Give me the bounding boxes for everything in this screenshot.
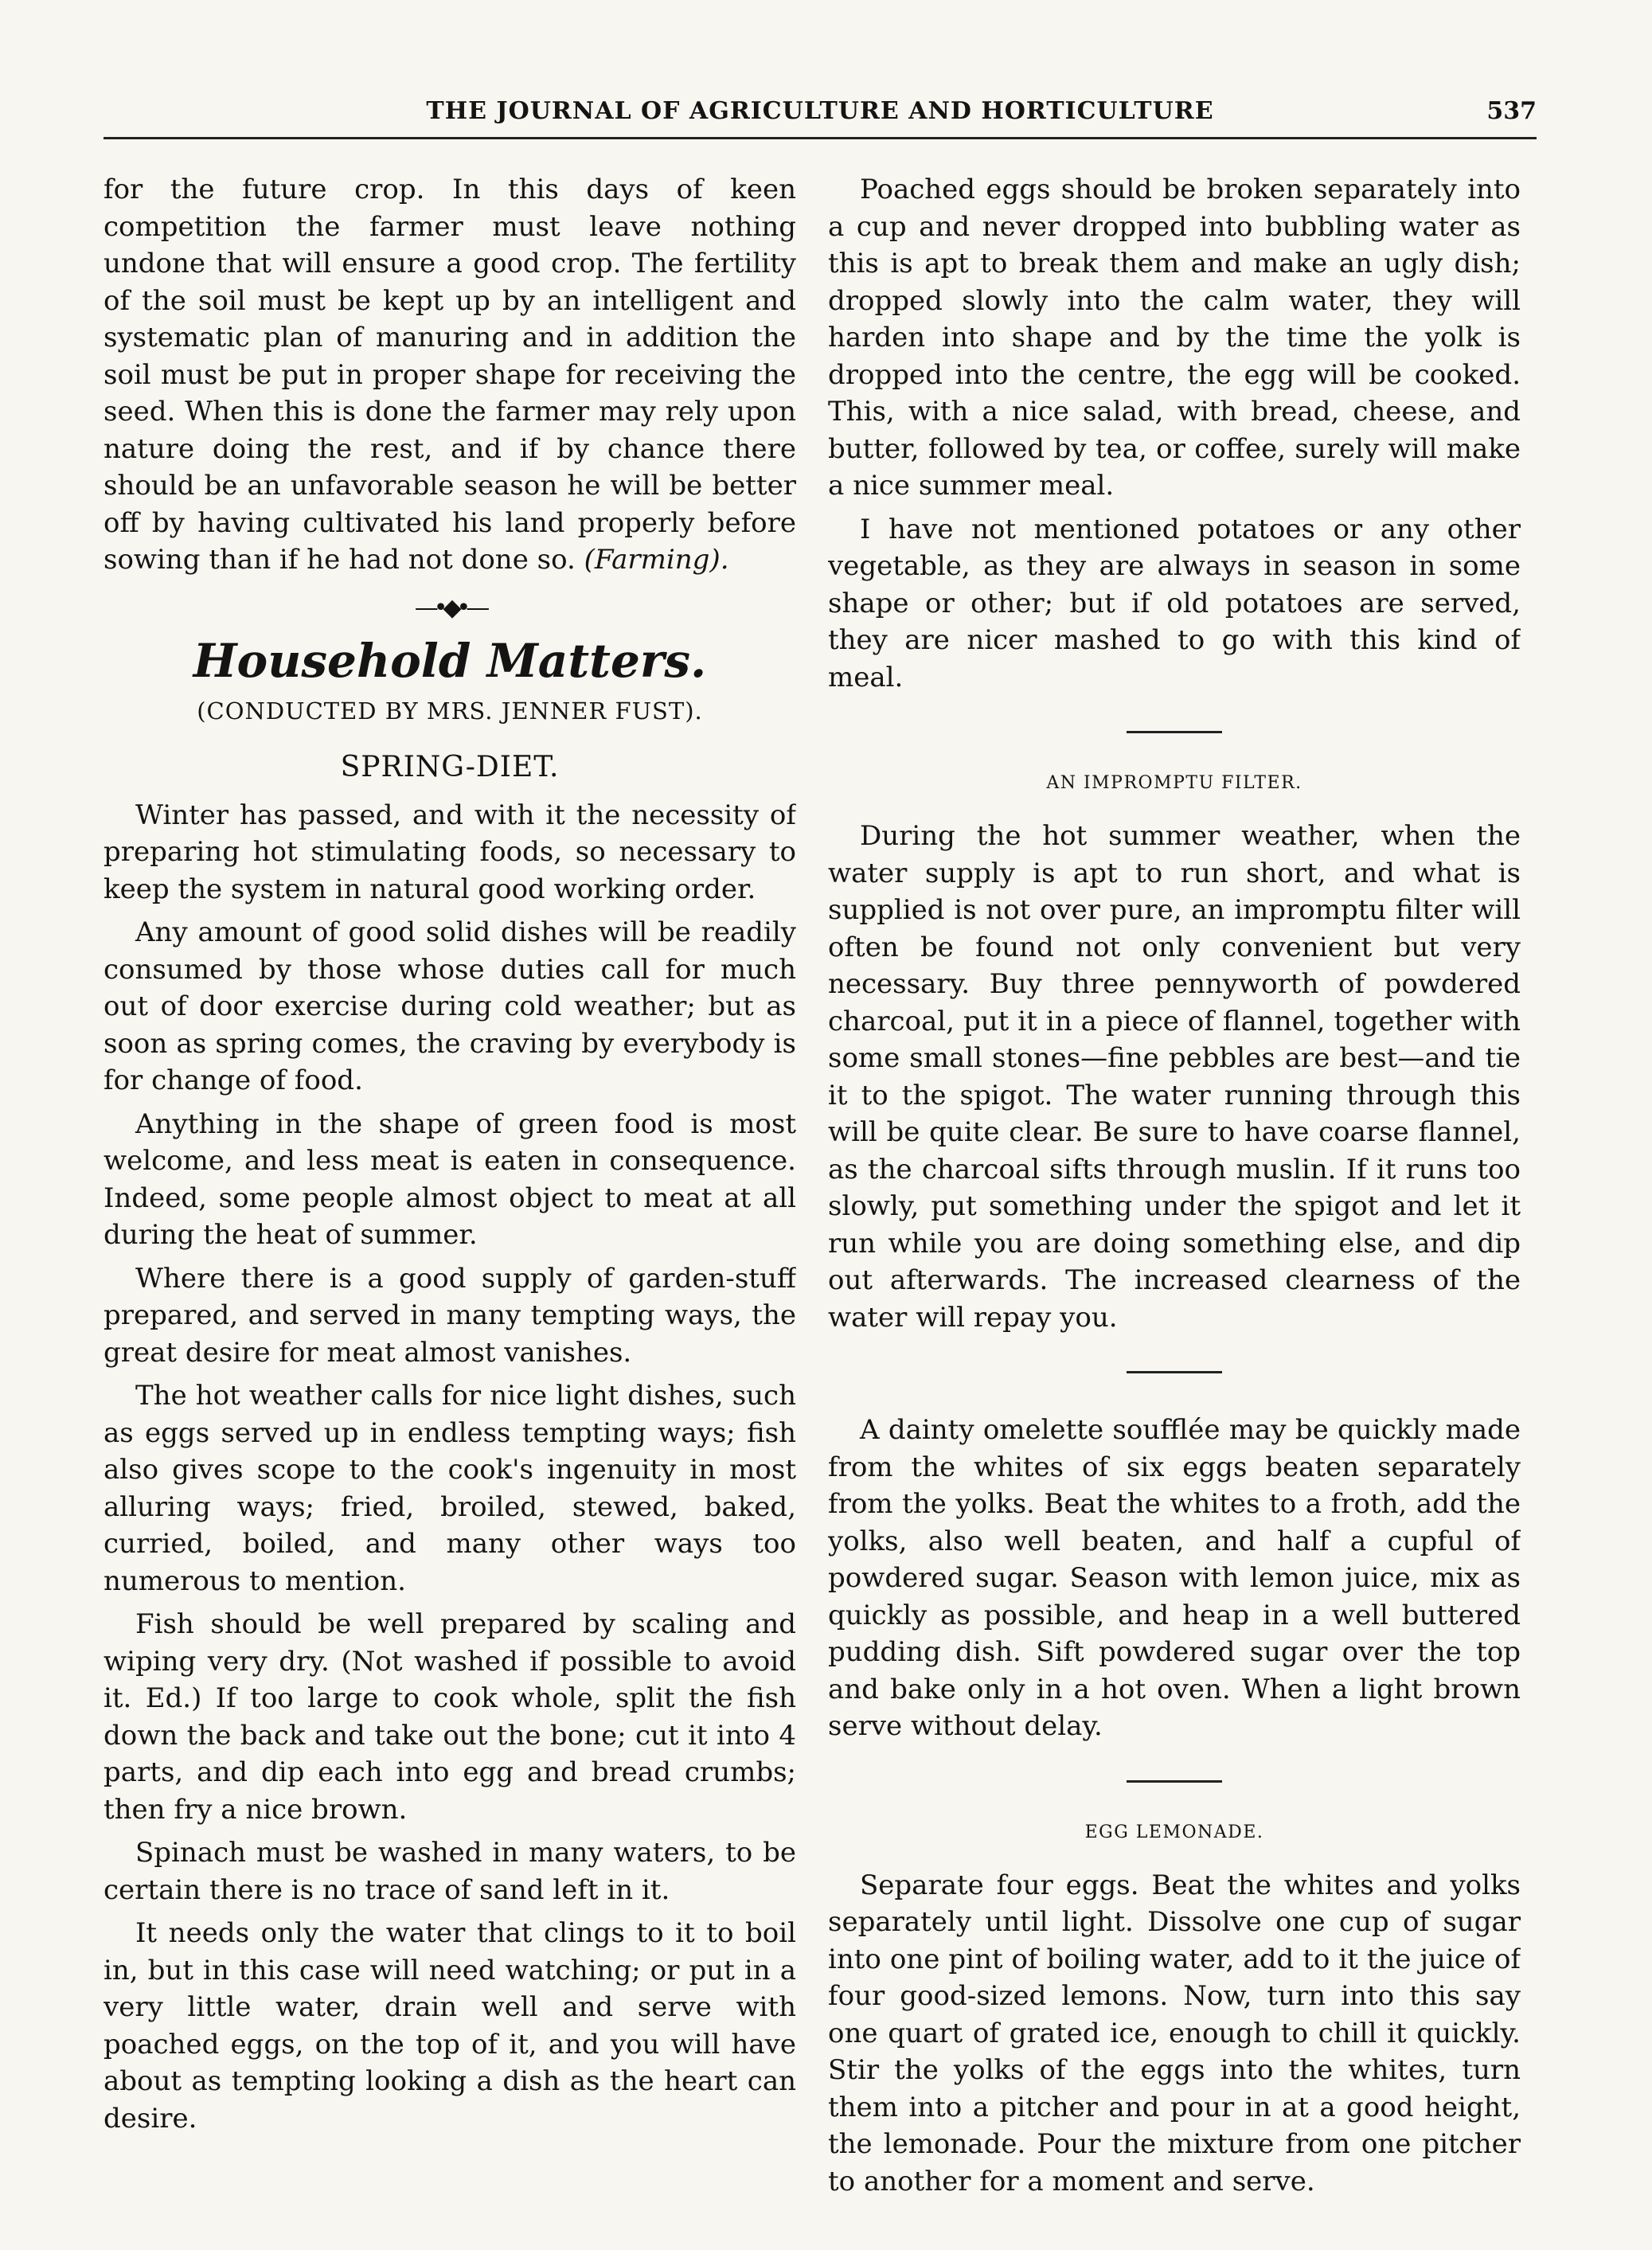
intro-citation: (Farming).: [584, 544, 729, 576]
body-paragraph: During the hot summer weather, when the water supply is apt to run short, and what is supplied is not over pure, an impromptu filter will often be found not only convenient but very necessary. Buy three pennyworth of powdered charcoal, put it in a piece of flannel, together with some small stones—fine pebbles are best—and tie it to the spigot. The water running through this will be quite clear. Be sure to have coarse flannel, as the charcoal sifts through muslin. If it runs too slowly, put something under the spigot and let it run while you are doing something else, and dip out afterwards. The increased clearness of the water will repay you.: [828, 820, 1521, 1334]
body-paragraph: Anything in the shape of green food is most welcome, and less meat is eaten in consequence. Indeed, some people almost object to meat at all during the heat of summer.: [103, 1107, 796, 1251]
body-paragraph: It needs only the water that clings to it to boil in, but in this case will need watching; or put in a very little water, drain well and serve with poached eggs, on the top of it, and you will have about as tempting looking a dish as the heart can desire.: [103, 1917, 796, 2135]
intro-paragraph: [103, 171, 796, 579]
body-paragraph: Fish should be well prepared by scaling and wiping very dry. (Not washed if possible to avoid it. Ed.) If too large to cook whole, split the fish down the back and take out the bone; cut it into 4 parts, and dip each into egg and bread crumbs; then fry a nice brown.: [103, 1608, 796, 1826]
section-rule: [1127, 1780, 1222, 1783]
page-number: 537: [1486, 97, 1537, 125]
page-header: [103, 96, 1537, 143]
intro-text: for the future crop. In this days of keen competition the farmer must leave nothing undone that will ensure a good crop. The fertility of the soil must be kept up by an intelligent and systematic plan of manuring and in addition the soil must be put in proper shape for receiving the seed. When this is done the farmer may rely upon nature doing the rest, and if by chance there should be an unfavorable season he will be better off by having cultivated his land properly before sowing than if he had not done so.: [103, 174, 796, 576]
filter-heading: AN IMPROMPTU FILTER.: [1046, 773, 1302, 793]
body-paragraph: A dainty omelette soufflée may be quickly made from the whites of six eggs beaten separately from the yolks. Beat the whites to a froth, add the yolks, also well beaten, and half a cupful of powdered sugar. Season with lemon juice, mix as quickly as possible, and heap in a well buttered pudding dish. Sift powdered sugar over the top and bake only in a hot oven. When a light brown serve without delay.: [828, 1414, 1521, 1742]
section-title: Household Matters.: [193, 633, 707, 688]
body-paragraph: Separate four eggs. Beat the whites and yolks separately until light. Dissolve one cup of sugar into one pint of boiling water, add to it the juice of four good-sized lemons. Now, turn into this say one quart of grated ice, enough to chill it quickly. Stir the yolks of the eggs into the whites, turn them into a pitcher and pour in at a good height, the lemonade. Pour the mixture from one pitcher to another for a moment and serve.: [828, 1869, 1521, 2197]
body-paragraph: The hot weather calls for nice light dishes, such as eggs served up in endless tempting ways; fish also gives scope to the cook's ingenuity in most alluring ways; fried, broiled, stewed, baked, curried, boiled, and many other ways too numerous to mention.: [103, 1380, 796, 1597]
right-column: [828, 171, 1521, 2225]
running-title: THE JOURNAL OF AGRICULTURE AND HORTICULTURE: [426, 97, 1214, 125]
section-byline: (CONDUCTED BY MRS. JENNER FUST).: [197, 697, 703, 725]
ornament-divider: —•◆•—: [414, 593, 486, 622]
section-rule: [1127, 731, 1222, 733]
body-paragraph: Winter has passed, and with it the necessity of preparing hot stimulating foods, so necessary to keep the system in natural good working order.: [103, 799, 796, 905]
lemonade-heading: EGG LEMONADE.: [1084, 1822, 1264, 1842]
left-column: [103, 171, 796, 2225]
body-paragraph: Poached eggs should be broken separately into a cup and never dropped into bubbling water as this is apt to break them and make an ugly dish; dropped slowly into the calm water, they will harden into shape and by the time the yolk is dropped into the centre, the egg will be cooked. This, with a nice salad, with bread, cheese, and butter, followed by tea, or coffee, surely will make a nice summer meal.: [828, 174, 1521, 502]
body-paragraph: Any amount of good solid dishes will be readily consumed by those whose duties call for much out of door exercise during cold weather; but as soon as spring comes, the craving by everybody is for change of food.: [103, 916, 796, 1096]
section-rule: [1127, 1371, 1222, 1373]
body-paragraph: I have not mentioned potatoes or any other vegetable, as they are always in season in some shape or other; but if old potatoes are served, they are nicer mashed to go with this kind of meal.: [828, 513, 1521, 693]
header-rule: [103, 137, 1537, 139]
body-paragraph: Where there is a good supply of garden-stuff prepared, and served in many tempting ways, the great desire for meat almost vanishes.: [103, 1262, 796, 1369]
body-paragraph: Spinach must be washed in many waters, to be certain there is no trace of sand left in it.: [103, 1837, 796, 1906]
article-title: SPRING-DIET.: [340, 750, 560, 783]
